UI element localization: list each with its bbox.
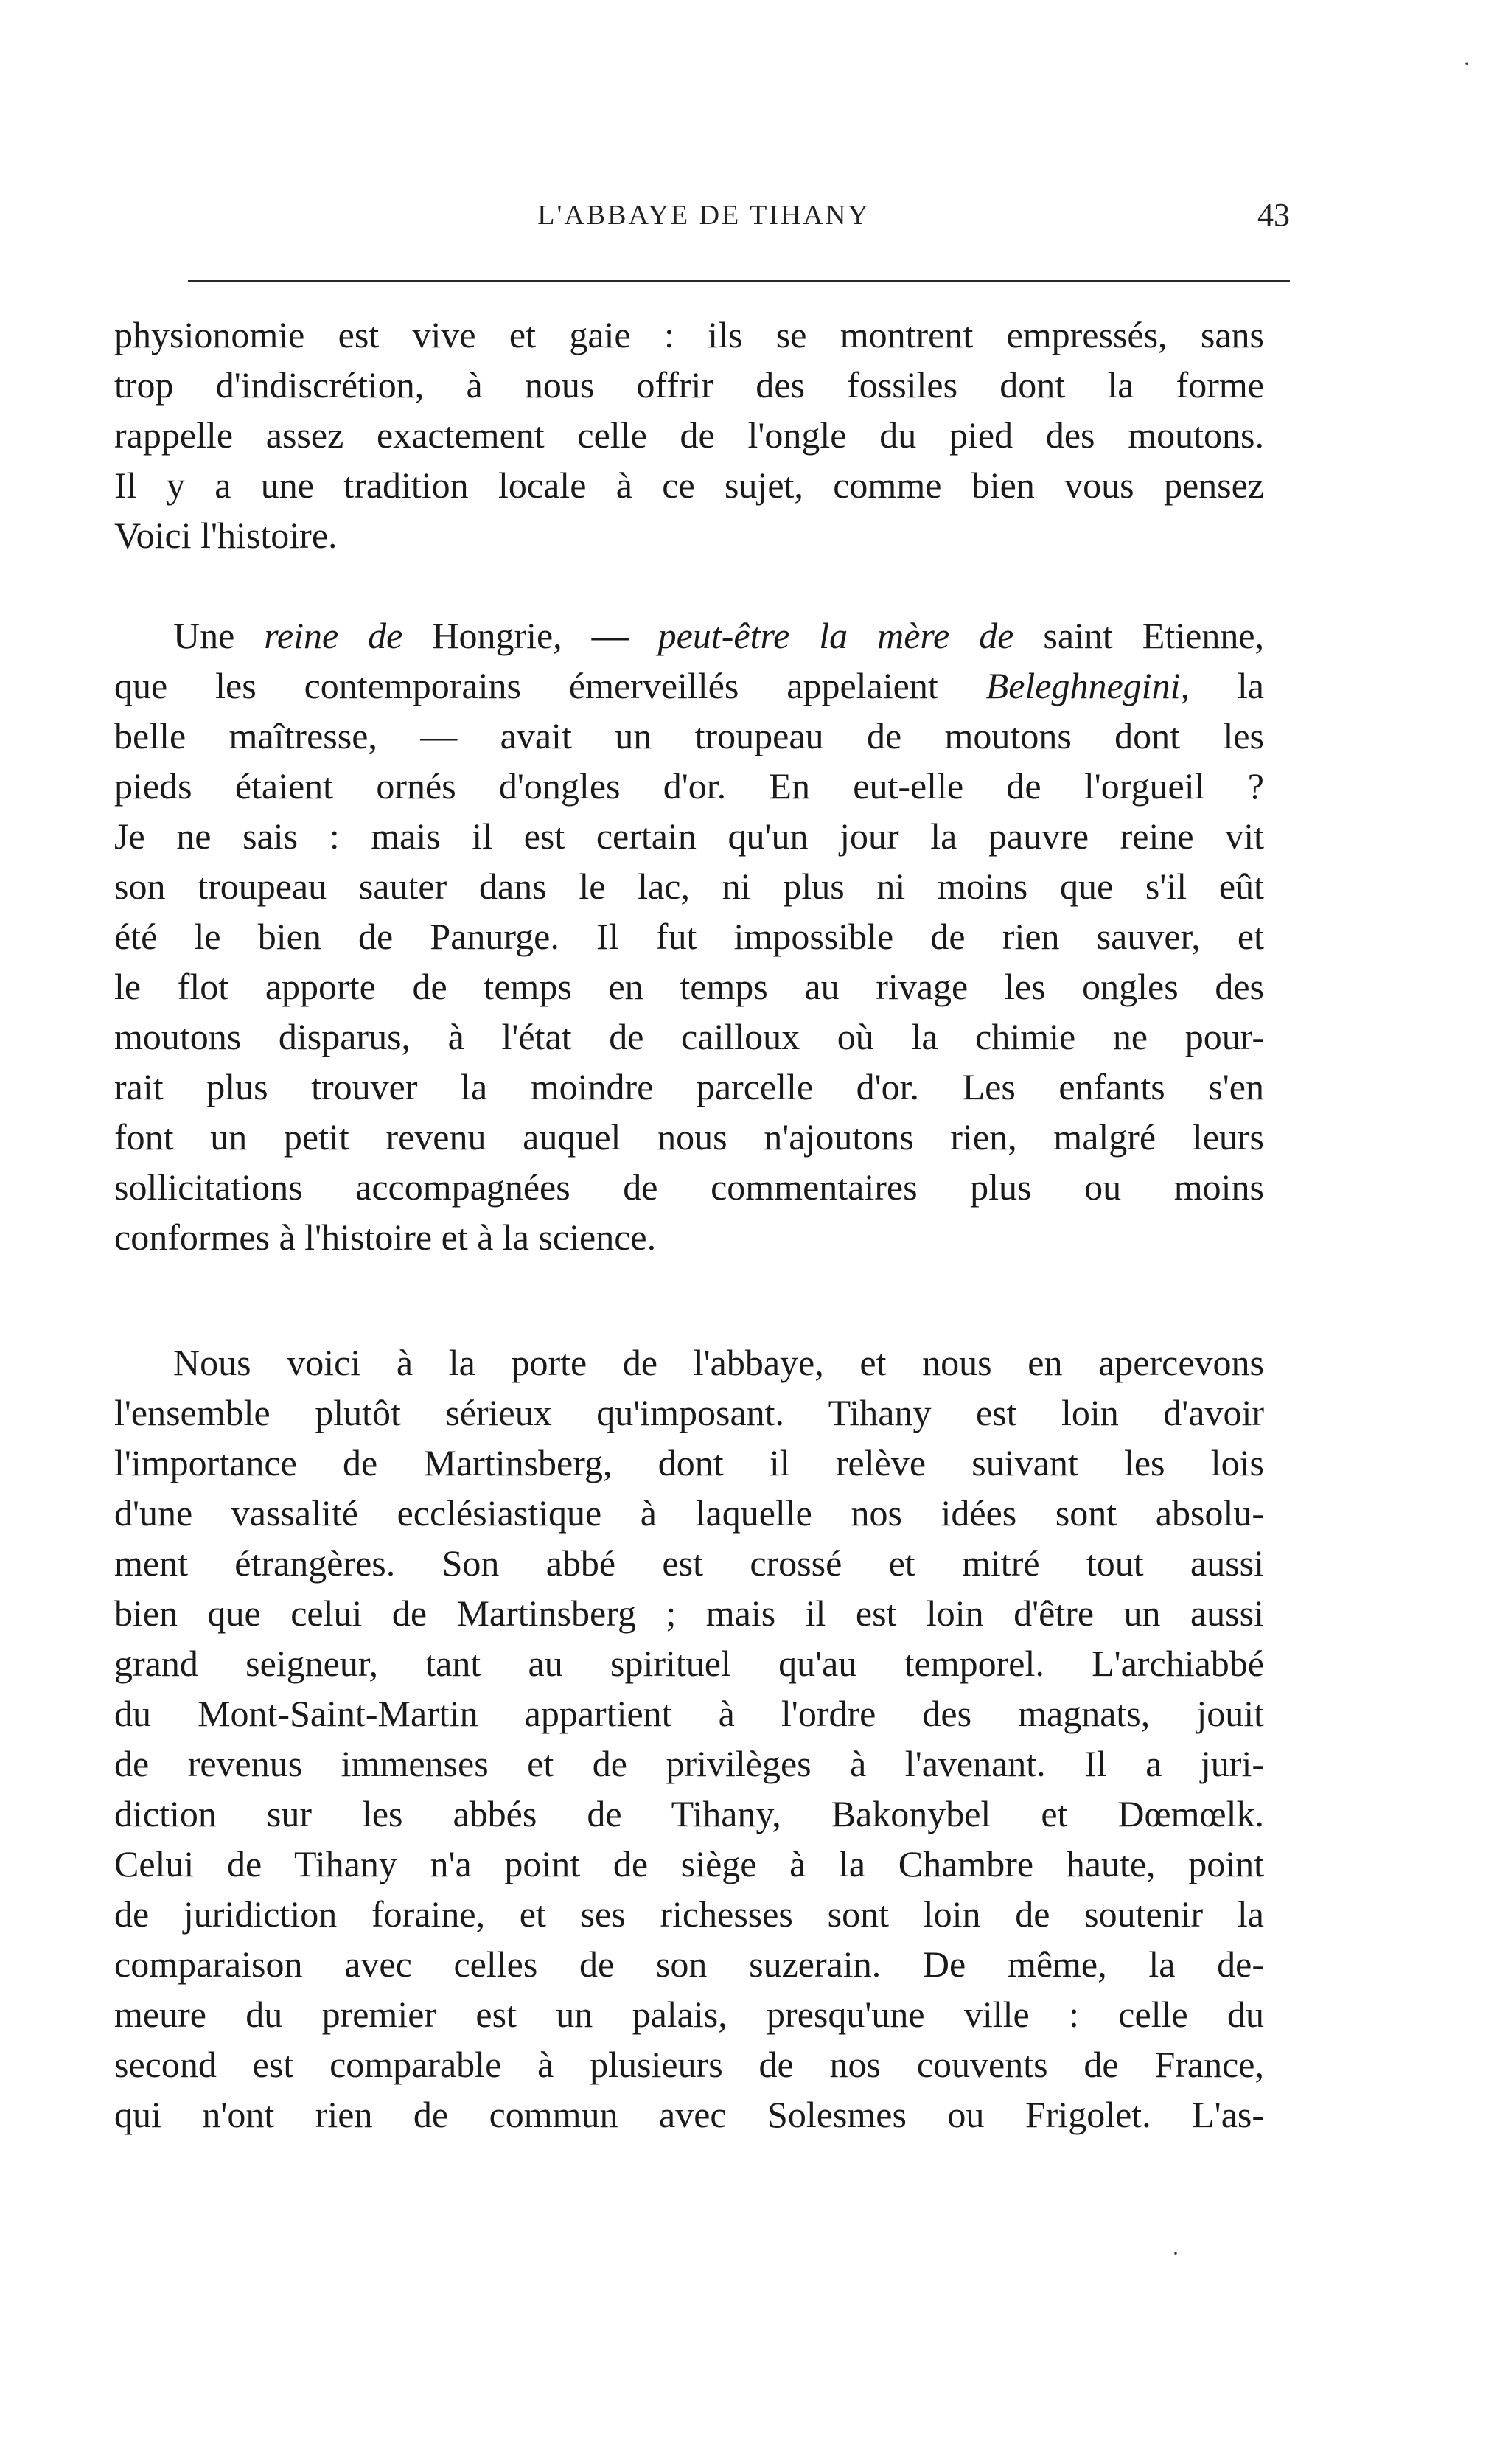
text-line: le flot apporte de temps en temps au rivage les ongles des xyxy=(114,966,1264,1007)
text-line: d'une vassalité ecclésiastique à laquelle nos idées sont absolu- xyxy=(114,1492,1264,1534)
text-line: qui n'ont rien de commun avec Solesmes ou Frigolet. L'as- xyxy=(114,2094,1264,2135)
text-line: diction sur les abbés de Tihany, Bakonybel et Dœmœlk. xyxy=(114,1793,1264,1834)
text-line: Nous voici à la porte de l'abbaye, et nous en apercevons xyxy=(173,1342,1264,1383)
text-line: Je ne sais : mais il est certain qu'un jour la pauvre reine vit xyxy=(114,815,1264,857)
text-line: trop d'indiscrétion, à nous offrir des fossiles dont la forme xyxy=(114,364,1264,406)
text-line: ment étrangères. Son abbé est crossé et mitré tout aussi xyxy=(114,1542,1264,1584)
paragraph-1 xyxy=(114,310,1264,560)
running-title: L'ABBAYE DE TIHANY xyxy=(537,200,870,231)
text-line: que les contemporains émerveillés appelaient Beleghnegini, la xyxy=(114,665,1264,706)
paragraph-gap xyxy=(114,560,1264,610)
text-line: de juridiction foraine, et ses richesses sont loin de soutenir la xyxy=(114,1893,1264,1935)
text-line: l'importance de Martinsberg, dont il relève suivant les lois xyxy=(114,1442,1264,1483)
print-speck: · xyxy=(1172,2241,1179,2266)
text-line: moutons disparus, à l'état de cailloux où la chimie ne pour- xyxy=(114,1016,1264,1057)
text-line: Une reine de Hongrie, — peut-être la mère de saint Etienne, xyxy=(173,615,1265,656)
text-line: belle maîtresse, — avait un troupeau de moutons dont les xyxy=(114,715,1264,756)
text-line: son troupeau sauter dans le lac, ni plus ni moins que s'il eût xyxy=(114,866,1264,907)
text-line: pieds étaient ornés d'ongles d'or. En eut-elle de l'orgueil ? xyxy=(114,765,1264,807)
page-number: 43 xyxy=(1257,197,1290,233)
running-head xyxy=(118,199,1290,251)
text-line: Voici l'histoire. xyxy=(114,515,338,556)
text-line: meure du premier est un palais, presqu'une ville : celle du xyxy=(114,1994,1264,2035)
text-line: physionomie est vive et gaie : ils se montrent empressés, sans xyxy=(114,314,1264,355)
text-line: Celui de Tihany n'a point de siège à la Chambre haute, point xyxy=(114,1843,1264,1884)
text-line: sollicitations accompagnées de commentaires plus ou moins xyxy=(114,1166,1264,1208)
text-line: rappelle assez exactement celle de l'ongle du pied des moutons. xyxy=(114,414,1264,456)
print-speck: · xyxy=(1463,52,1470,76)
text-line: l'ensemble plutôt sérieux qu'imposant. Tihany est loin d'avoir xyxy=(114,1392,1264,1433)
header-rule xyxy=(188,280,1290,282)
text-line: bien que celui de Martinsberg ; mais il est loin d'être un aussi xyxy=(114,1593,1264,1634)
paragraph-2 xyxy=(114,610,1264,1262)
text-line: conformes à l'histoire et à la science. xyxy=(114,1217,657,1258)
text-line: Il y a une tradition locale à ce sujet, comme bien vous pensez xyxy=(114,464,1264,506)
text-line: font un petit revenu auquel nous n'ajoutons rien, malgré leurs xyxy=(114,1116,1264,1158)
text-line: du Mont-Saint-Martin appartient à l'ordre des magnats, jouit xyxy=(114,1693,1264,1734)
text-line: grand seigneur, tant au spirituel qu'au temporel. L'archiabbé xyxy=(114,1643,1264,1684)
text-line: second est comparable à plusieurs de nos couvents de France, xyxy=(114,2044,1264,2085)
text-line: comparaison avec celles de son suzerain. De même, la de- xyxy=(114,1943,1264,1985)
text-line: de revenus immenses et de privilèges à l'avenant. Il a juri- xyxy=(114,1743,1264,1784)
paragraph-gap xyxy=(114,1262,1264,1337)
text-line: été le bien de Panurge. Il fut impossible de rien sauver, et xyxy=(114,916,1264,957)
body-text xyxy=(114,310,1264,2140)
text-line: rait plus trouver la moindre parcelle d'or. Les enfants s'en xyxy=(114,1066,1264,1107)
paragraph-3 xyxy=(114,1337,1264,2140)
